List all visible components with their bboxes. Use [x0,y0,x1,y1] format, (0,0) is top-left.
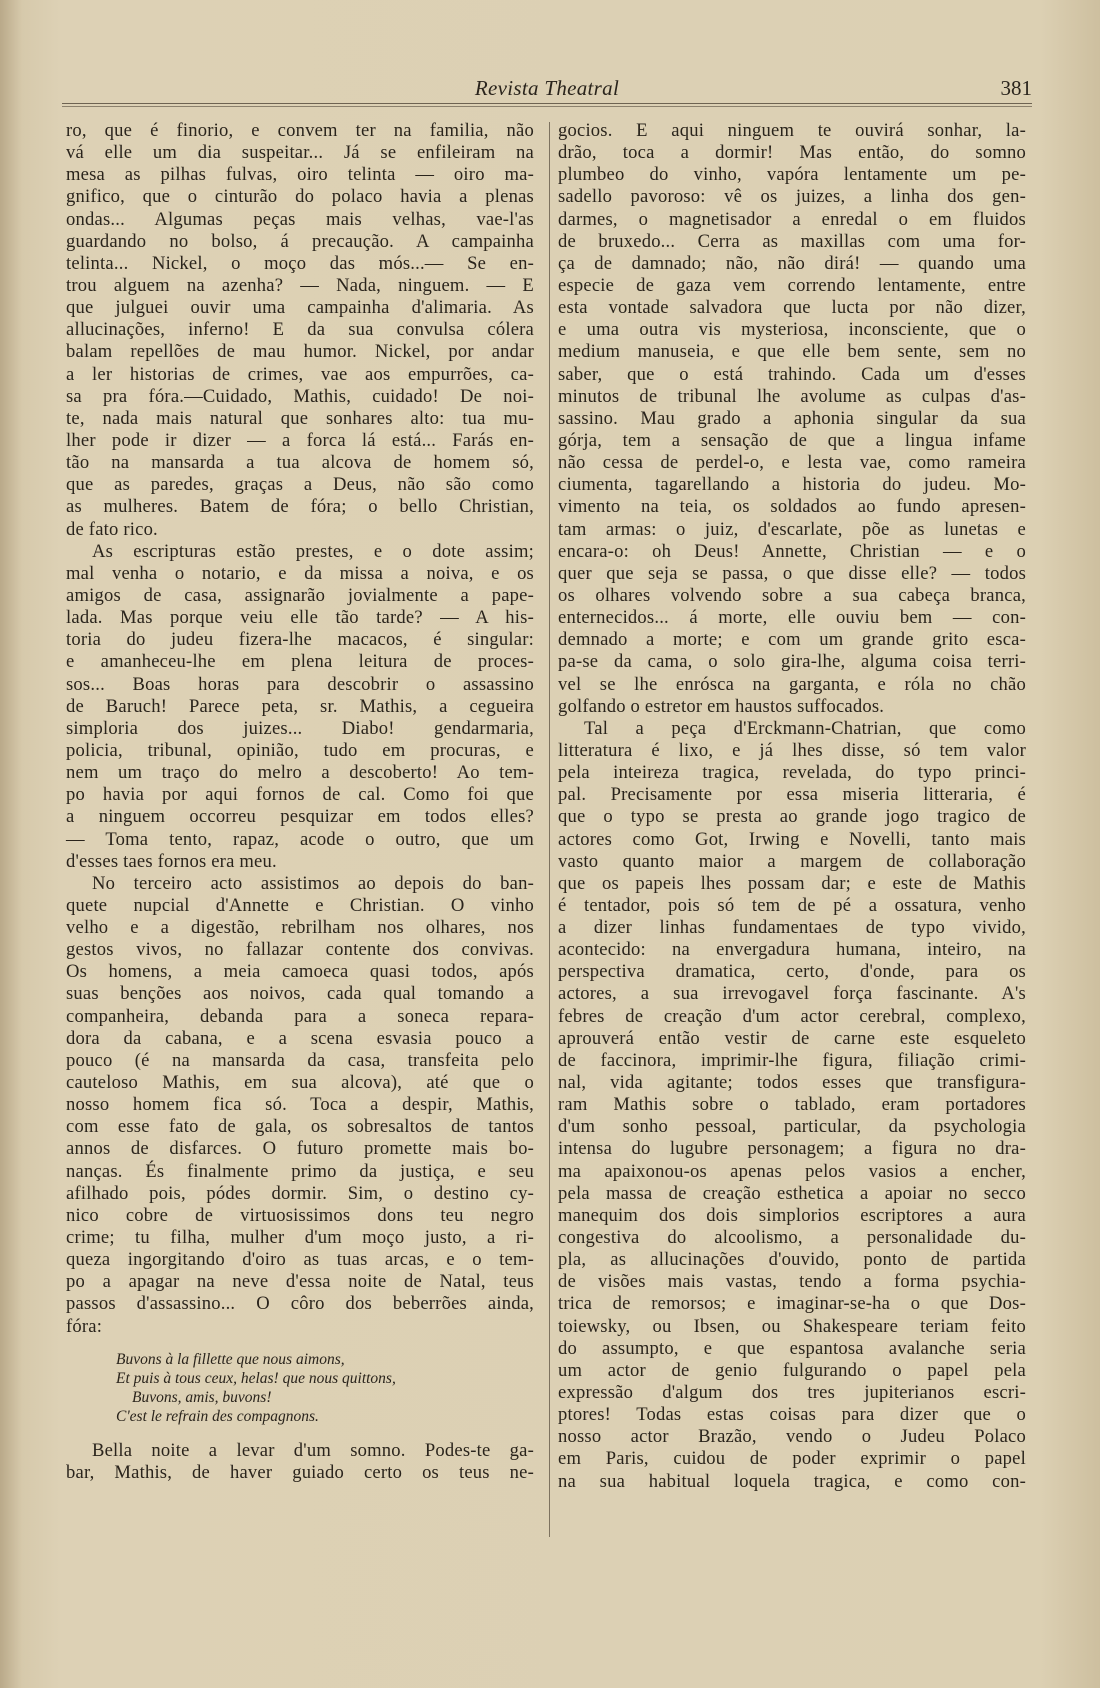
text-line: perspectiva dramatica, certo, d'onde, para os [558,961,1026,983]
text-line: ptores! Todas estas coisas para dizer que o [558,1404,1026,1426]
text-line: pal. Precisamente por essa miseria litteraria, é [558,784,1026,806]
text-line: esta vontade salvadora que lucta por não dizer, [558,297,1026,319]
text-line: vel se lhe enrósca na garganta, e róla no chão [558,673,1026,695]
verse-line: Et puis à tous ceux, helas! que nous quittons, [116,1369,396,1387]
text-line: darmes, o magnetisador a enredal o em fluidos [558,208,1026,230]
text-line: na sua habitual loquela tragica, e como con- [558,1470,1026,1492]
text-line: mal venha o notario, e da missa a noiva, e os [66,562,534,584]
text-line: encara-o: oh Deus! Annette, Christian — e o [558,540,1026,562]
text-line: tão na mansarda a tua alcova de homem só, [66,452,534,474]
left-column-text-a [66,120,534,1338]
text-line: — Toma tento, rapaz, acode o outro, que um [66,828,534,850]
text-line: guardando no bolso, á precaução. A campainha [66,230,534,252]
text-line: febres de creação d'um actor cerebral, complexo, [558,1005,1026,1027]
text-line: golfando o estretor em haustos suffocados. [558,695,885,717]
text-line: queza ingorgitando d'oiro as tuas arcas, e o tem- [66,1249,534,1271]
left-column [66,120,534,1484]
text-line: medium manuseia, e que elle bem sente, sem no [558,341,1026,363]
header-rule [62,103,1032,104]
text-line: um actor de genio fulgurando o papel pela [558,1359,1026,1381]
text-line: pela inteireza tragica, revelada, do typo princi- [558,762,1026,784]
text-line: minutos de tribunal lhe avolume as culpas d'as- [558,385,1026,407]
text-line: demnado a morte; e com um grande grito esca- [558,629,1026,651]
text-line: Tal a peça d'Erckmann-Chatrian, que como [584,717,1026,739]
text-line: que as paredes, graças a Deus, não são como [66,474,534,496]
text-line: ça de damnado; não, não dirá! — quando uma [558,252,1026,274]
text-line: d'um sonho pessoal, particular, da psychologia [558,1116,1026,1138]
text-line: saber, que o está trahindo. Cada um d'esses [558,363,1026,385]
text-line: ram Mathis sobre o tablado, eram portadores [558,1094,1026,1116]
text-line: po a apagar na neve d'essa noite de Natal, teus [66,1271,534,1293]
text-line: górja, tem a sensação de que a lingua infame [558,429,1026,451]
text-line: pa-se da cama, o solo gira-lhe, alguma coisa terri- [558,651,1026,673]
text-line: velho e a digestão, rebrilham nos olhares, nos [66,917,534,939]
text-line: nico cobre de virtuosissimos dons teu negro [66,1204,534,1226]
text-line: gocios. E aqui ninguem te ouvirá sonhar, la- [558,120,1026,141]
text-line: ma apaixonou-os apenas pelos vasios a encher, [558,1160,1026,1182]
text-line: actores, a sua irrevogavel força fascinante. A's [558,983,1026,1005]
text-line: Bella noite a levar d'um somno. Podes-te ga- [92,1439,534,1461]
text-line: a dizer linhas fundamentaes de typo vivido, [558,917,1026,939]
text-line: manequim dos dois simplorios escriptores a aura [558,1204,1026,1226]
text-line: sa pra fóra.—Cuidado, Mathis, cuidado! De noi- [66,385,534,407]
verse-line: Buvons, amis, buvons! [132,1388,272,1406]
text-line: de visões mais vastas, tendo a forma psychia- [558,1271,1026,1293]
text-line: ro, que é finorio, e convem ter na familia, não [66,120,534,141]
text-line: litteratura é lixo, e já lhes disse, só tem valor [558,739,1026,761]
text-line: annos de disfarces. O futuro promette mais bo- [66,1138,534,1160]
text-line: dora da cabana, e a scena esvasia pouco a [66,1027,534,1049]
text-line: gestos vivos, no fallazar contente dos convivas. [66,939,534,961]
text-line: toiewsky, ou Ibsen, ou Shakespeare teriam feito [558,1315,1026,1337]
text-line: as mulheres. Batem de fóra; o bello Christian, [66,496,534,518]
text-line: nem um traço do melro a descoberto! Ao tem- [66,762,534,784]
text-line: de bruxedo... Cerra as maxillas com uma for- [558,230,1026,252]
column-divider [549,122,550,1537]
text-line: nosso actor Brazão, vendo o Judeu Polaco [558,1426,1026,1448]
verse-line: Buvons à la fillette que nous aimons, [116,1350,345,1368]
text-line: vá elle um dia suspeitar... Já se enfileiram na [66,142,534,164]
text-line: ciumenta, tagarellando a historia do judeu. Mo- [558,474,1026,496]
text-line: plumbeo do vinho, vapóra lentamente um pe- [558,164,1026,186]
text-line: os olhares volvendo sobre a sua cabeça branca, [558,584,1026,606]
text-line: quer que seja se passa, o que disse elle? — todos [558,562,1026,584]
text-line: vimento na teia, os soldados ao fundo apresen- [558,496,1026,518]
text-line: passos d'assassino... O côro dos beberrões ainda, [66,1293,534,1315]
text-line: po havia por aqui fornos de cal. Como foi que [66,784,534,806]
text-line: lada. Mas porque veiu elle tão tarde? — A his- [66,607,534,629]
text-line: sos... Boas horas para descobrir o assassino [66,673,534,695]
text-line: As escripturas estão prestes, e o dote assim; [92,540,534,562]
text-line: mesa as pilhas fulvas, oiro telinta — oiro ma- [66,164,534,186]
text-line: enternecidos... á morte, elle ouviu bem — con- [558,607,1026,629]
french-verse-quote [66,1350,534,1426]
text-line: telinta... Nickel, o moço das mós...— Se en- [66,252,534,274]
text-line: intensa do lugubre personagem; a figura no dra- [558,1138,1026,1160]
text-line: aprouverá então vestir de carne este esqueleto [558,1027,1026,1049]
text-line: d'esses taes fornos era meu. [66,850,277,872]
text-line: do assumpto, e que espantosa avalanche seria [558,1337,1026,1359]
verse-line: C'est le refrain des compagnons. [116,1407,319,1425]
text-line: acontecido: na envergadura humana, inteiro, na [558,939,1026,961]
text-line: que julguei ouvir uma campainha d'alimaria. As [66,297,534,319]
text-line: toria do judeu fizera-lhe macacos, é singular: [66,629,534,651]
text-line: companheira, debanda para a soneca repara- [66,1005,534,1027]
text-line: lher pode ir dizer — a forca lá está... Farás en- [66,429,534,451]
page-number: 381 [1000,76,1032,100]
text-line: simploria dos juizes... Diabo! gendarmaria, [66,717,534,739]
text-line: que os papeis lhes possam dar; e este de Mathis [558,872,1026,894]
text-line: em Paris, cuidou de poder exprimir o papel [558,1448,1026,1470]
text-line: a ninguem occorreu pesquizar em todos elles? [66,806,534,828]
text-line: balam repellões de mau humor. Nickel, por andar [66,341,534,363]
text-line: nal, vida agitante; todos esses que transfigura- [558,1072,1026,1094]
text-line: que o typo se presta ao grande jogo tragico de [558,806,1026,828]
text-line: nanças. És finalmente primo da justiça, e seu [66,1160,534,1182]
running-title: Revista Theatral [474,76,620,100]
text-line: de fato rico. [66,518,158,540]
text-line: gnifico, que o cinturão do polaco havia a plenas [66,186,534,208]
text-line: nosso homem fica só. Toca a despir, Mathis, [66,1094,534,1116]
text-line: especie de gaza vem correndo lentamente, entre [558,274,1026,296]
text-line: expressão d'algum dos tres jupiterianos escri- [558,1382,1026,1404]
text-line: ondas... Algumas peças mais velhas, vae-l'as [66,208,534,230]
text-line: trica de remorsos; e imaginar-se-ha o que Dos- [558,1293,1026,1315]
text-line: e uma outra vis mysteriosa, inconsciente, que o [558,319,1026,341]
text-line: congestiva do alcoolismo, a personalidade du- [558,1227,1026,1249]
text-line: No terceiro acto assistimos ao depois do ban- [92,872,534,894]
text-line: drão, toca a dormir! Mas então, do somno [558,142,1026,164]
text-line: de Baruch! Parece peta, sr. Mathis, a cegueira [66,695,534,717]
text-line: actores como Got, Irwing e Novelli, tanto mais [558,828,1026,850]
text-line: com esse fato de gala, os sobresaltos de tantos [66,1116,534,1138]
text-line: é tentador, pois só tem de pé a ossatura, venho [558,894,1026,916]
text-line: tam armas: o juiz, d'escarlate, põe as lunetas e [558,518,1026,540]
text-line: amigos de casa, assignarão jovialmente a pape- [66,584,534,606]
text-line: policia, tribunal, opinião, tudo em procuras, e [66,739,534,761]
text-line: fóra: [66,1315,103,1337]
text-line: allucinações, inferno! E da sua convulsa cólera [66,319,534,341]
text-line: te, nada mais natural que sonhares alto: tua mu- [66,407,534,429]
text-line: afilhado pois, pódes dormir. Sim, o destino cy- [66,1182,534,1204]
text-line: Os homens, a meia camoeca quasi todos, após [66,961,534,983]
text-line: a ler historias de crimes, vae aos empurrões, ca- [66,363,534,385]
text-line: trou alguem na azenha? — Nada, ninguem. — E [66,274,534,296]
page-header [62,76,1032,102]
text-line: suas benções aos noivos, cada qual tomando a [66,983,534,1005]
text-line: sassino. Mau grado a aphonia singular da sua [558,407,1026,429]
text-line: cauteloso Mathis, em sua alcova), até que o [66,1072,534,1094]
text-line: pouco (é na mansarda da casa, transfeita pelo [66,1049,534,1071]
text-line: sadello pavoroso: vê os juizes, a linha dos gen- [558,186,1026,208]
left-column-text-b [66,1440,534,1484]
text-line: não cessa de perdel-o, e lesta vae, como rameira [558,452,1026,474]
text-line: pla, as allucinações d'ouvido, ponto de partida [558,1249,1026,1271]
text-line: pela massa de creação esthetica a apoiar no secco [558,1182,1026,1204]
text-line: crime; tu filha, mulher d'um moço justo, a ri- [66,1227,534,1249]
text-line: quete nupcial d'Annette e Christian. O vinho [66,894,534,916]
text-line: vasto quanto maior a margem de collaboração [558,850,1026,872]
right-column [558,120,1026,1493]
text-line: bar, Mathis, de haver guiado certo os teus ne- [66,1461,534,1483]
header-rule-secondary [62,106,1032,107]
text-line: de faccinora, imprimir-lhe figura, filiação crimi- [558,1049,1026,1071]
text-line: e amanheceu-lhe em plena leitura de proces- [66,651,534,673]
